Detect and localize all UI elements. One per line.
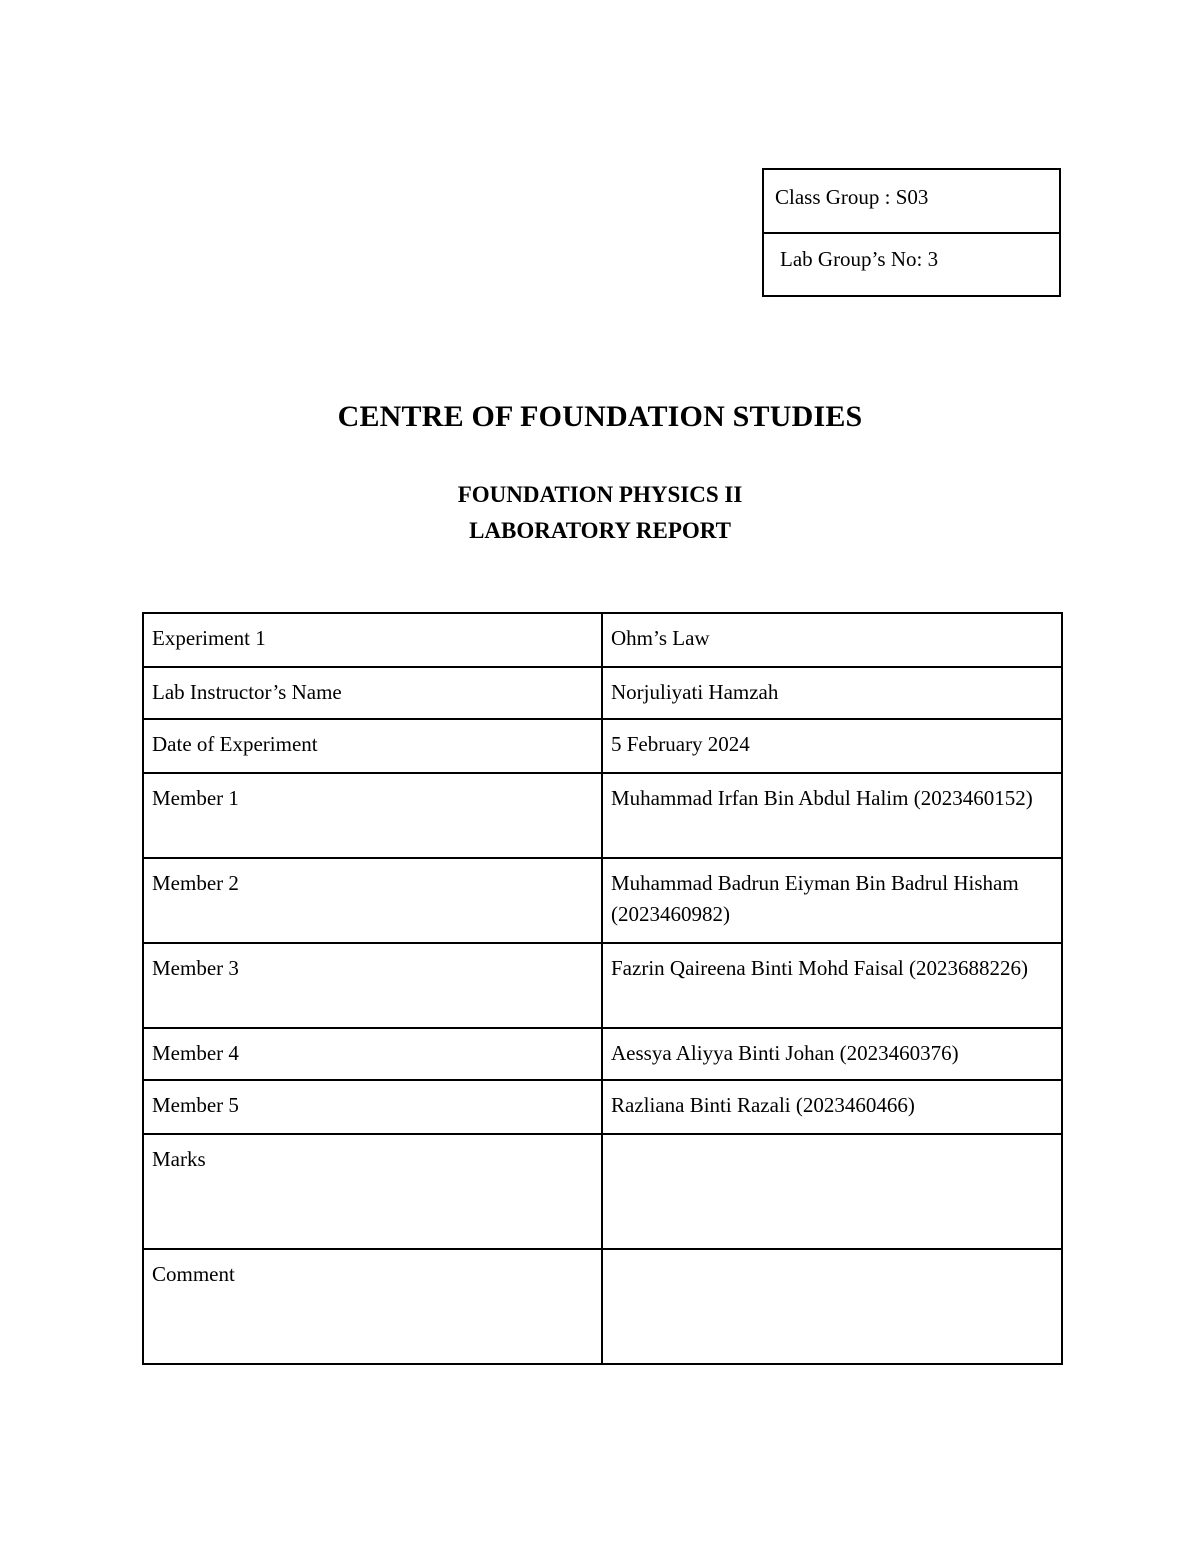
value-cell (602, 1134, 1062, 1249)
label-cell: Experiment 1 (143, 613, 602, 667)
table-row-comment (143, 1249, 1062, 1364)
label-cell: Lab Instructor’s Name (143, 667, 602, 719)
value-cell: Aessya Aliyya Binti Johan (2023460376) (602, 1028, 1062, 1080)
label-cell: Member 2 (143, 858, 602, 943)
group-info-box (762, 168, 1061, 297)
course-title: FOUNDATION PHYSICS II (457, 482, 743, 507)
value-cell: Norjuliyati Hamzah (602, 667, 1062, 719)
table-row-marks (143, 1134, 1062, 1249)
report-info-table (142, 612, 1063, 1365)
value-cell: Muhammad Irfan Bin Abdul Halim (2023460152) (602, 773, 1062, 858)
page-title: CENTRE OF FOUNDATION STUDIES (337, 400, 863, 433)
value-cell: Ohm’s Law (602, 613, 1062, 667)
label-cell: Comment (143, 1249, 602, 1364)
value-cell: Fazrin Qaireena Binti Mohd Faisal (2023688226) (602, 943, 1062, 1028)
value-cell (602, 1249, 1062, 1364)
table-row-date (143, 719, 1062, 773)
class-group: Class Group : S03 (775, 185, 929, 209)
table-row-member-5 (143, 1080, 1062, 1134)
lab-group-number: Lab Group’s No: 3 (764, 232, 1059, 295)
table-row-member-1 (143, 773, 1062, 858)
value-cell: Razliana Binti Razali (2023460466) (602, 1080, 1062, 1134)
table-row-member-4 (143, 1028, 1062, 1080)
table-row-instructor (143, 667, 1062, 719)
table-row-member-3 (143, 943, 1062, 1028)
label-cell: Date of Experiment (143, 719, 602, 773)
value-cell: 5 February 2024 (602, 719, 1062, 773)
label-cell: Member 1 (143, 773, 602, 858)
value-cell: Muhammad Badrun Eiyman Bin Badrul Hisham (2023460982) (602, 858, 1062, 943)
report-title: LABORATORY REPORT (469, 518, 731, 543)
table-row-member-2 (143, 858, 1062, 943)
label-cell: Member 5 (143, 1080, 602, 1134)
label-cell: Member 4 (143, 1028, 602, 1080)
table-row-experiment (143, 613, 1062, 667)
label-cell: Marks (143, 1134, 602, 1249)
label-cell: Member 3 (143, 943, 602, 1028)
